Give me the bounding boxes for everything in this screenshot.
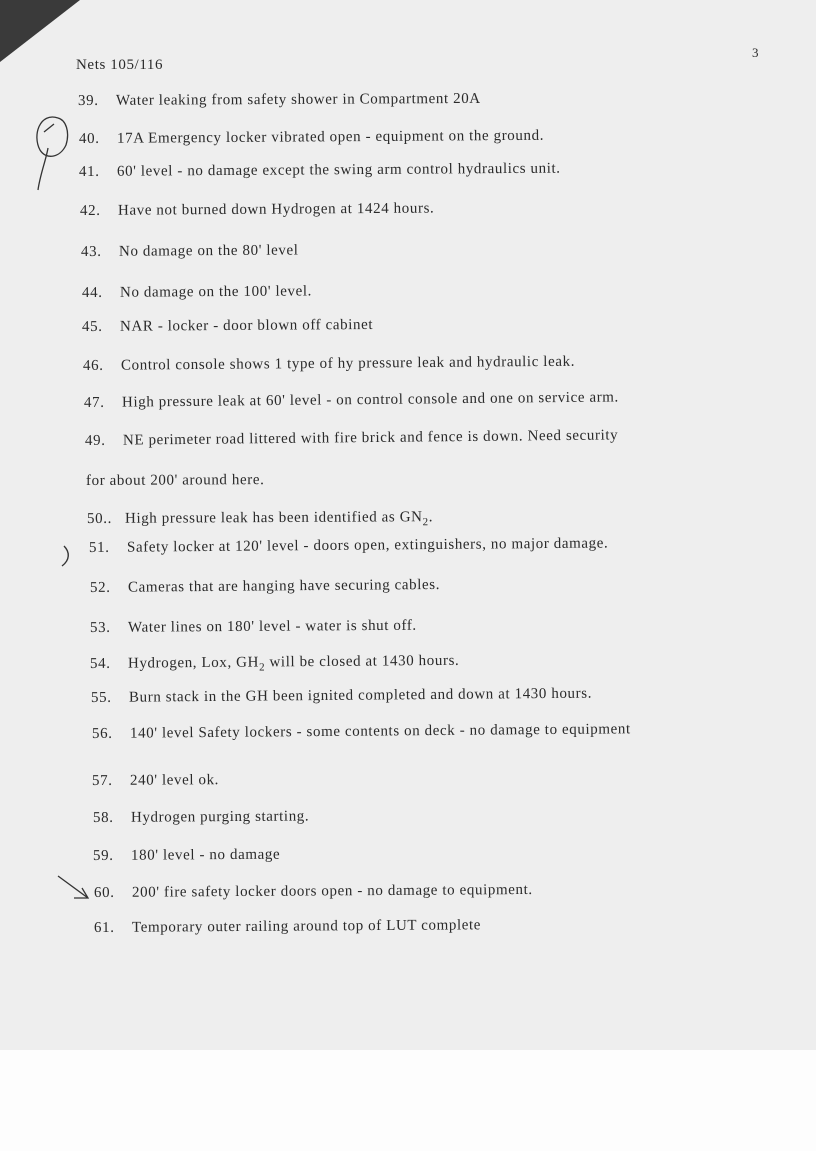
handwritten-circle-mark bbox=[37, 117, 68, 156]
handwritten-bracket-mark bbox=[62, 546, 68, 566]
list-item: 51. Safety locker at 120' level - doors open, extinguishers, no major damage. bbox=[88, 535, 609, 556]
list-item: 58. Hydrogen purging starting. bbox=[92, 808, 310, 826]
list-item: 43. No damage on the 80' level bbox=[80, 242, 299, 260]
list-item: 49. NE perimeter road littered with fire brick and fence is down. Need security bbox=[84, 427, 619, 449]
handwritten-check-mark bbox=[38, 124, 54, 190]
list-item: 50.. High pressure leak has been identified as $GN_2$. bbox=[86, 509, 434, 529]
list-item: 56. 140' level Safety lockers - some contents on deck - no damage to equipment bbox=[91, 721, 631, 742]
list-item: 52. Cameras that are hanging have securing cables. bbox=[89, 576, 441, 596]
page-number: 3 bbox=[752, 45, 760, 60]
list-item: 61. Temporary outer railing around top of LUT complete bbox=[93, 917, 482, 936]
list-item: 39. Water leaking from safety shower in Compartment 20A bbox=[77, 90, 481, 109]
list-item: 60. 200' fire safety locker doors open - no damage to equipment. bbox=[93, 881, 533, 901]
list-item: 40. 17A Emergency locker vibrated open - equipment on the ground. bbox=[78, 127, 545, 147]
list-item: 53. Water lines on 180' level - water is shut off. bbox=[89, 617, 417, 636]
list-item: 54. Hydrogen, Lox, $GH_2$ will be closed at 1430 hours. bbox=[89, 652, 460, 674]
list-item: 46. Control console shows 1 type of hy pressure leak and hydraulic leak. bbox=[82, 353, 576, 374]
list-item: 59. 180' level - no damage bbox=[92, 846, 281, 864]
list-item: 55. Burn stack in the GH been ignited completed and down at 1430 hours. bbox=[90, 685, 593, 706]
list-item: 44. No damage on the 100' level. bbox=[81, 283, 312, 301]
list-item: 57. 240' level ok. bbox=[91, 772, 220, 789]
document-reference: Nets 105/116 bbox=[76, 57, 164, 73]
list-item-continuation: for about 200' around here. bbox=[85, 472, 265, 489]
list-item: 45. NAR - locker - door blown off cabinet bbox=[81, 316, 374, 335]
handwritten-arrow-mark bbox=[58, 876, 88, 898]
list-item: 47. High pressure leak at 60' level - on control console and one on service arm. bbox=[83, 389, 619, 411]
list-item: 42. Have not burned down Hydrogen at 1424 hours. bbox=[79, 200, 435, 219]
list-item: 41. 60' level - no damage except the swing arm control hydraulics unit. bbox=[78, 160, 561, 180]
